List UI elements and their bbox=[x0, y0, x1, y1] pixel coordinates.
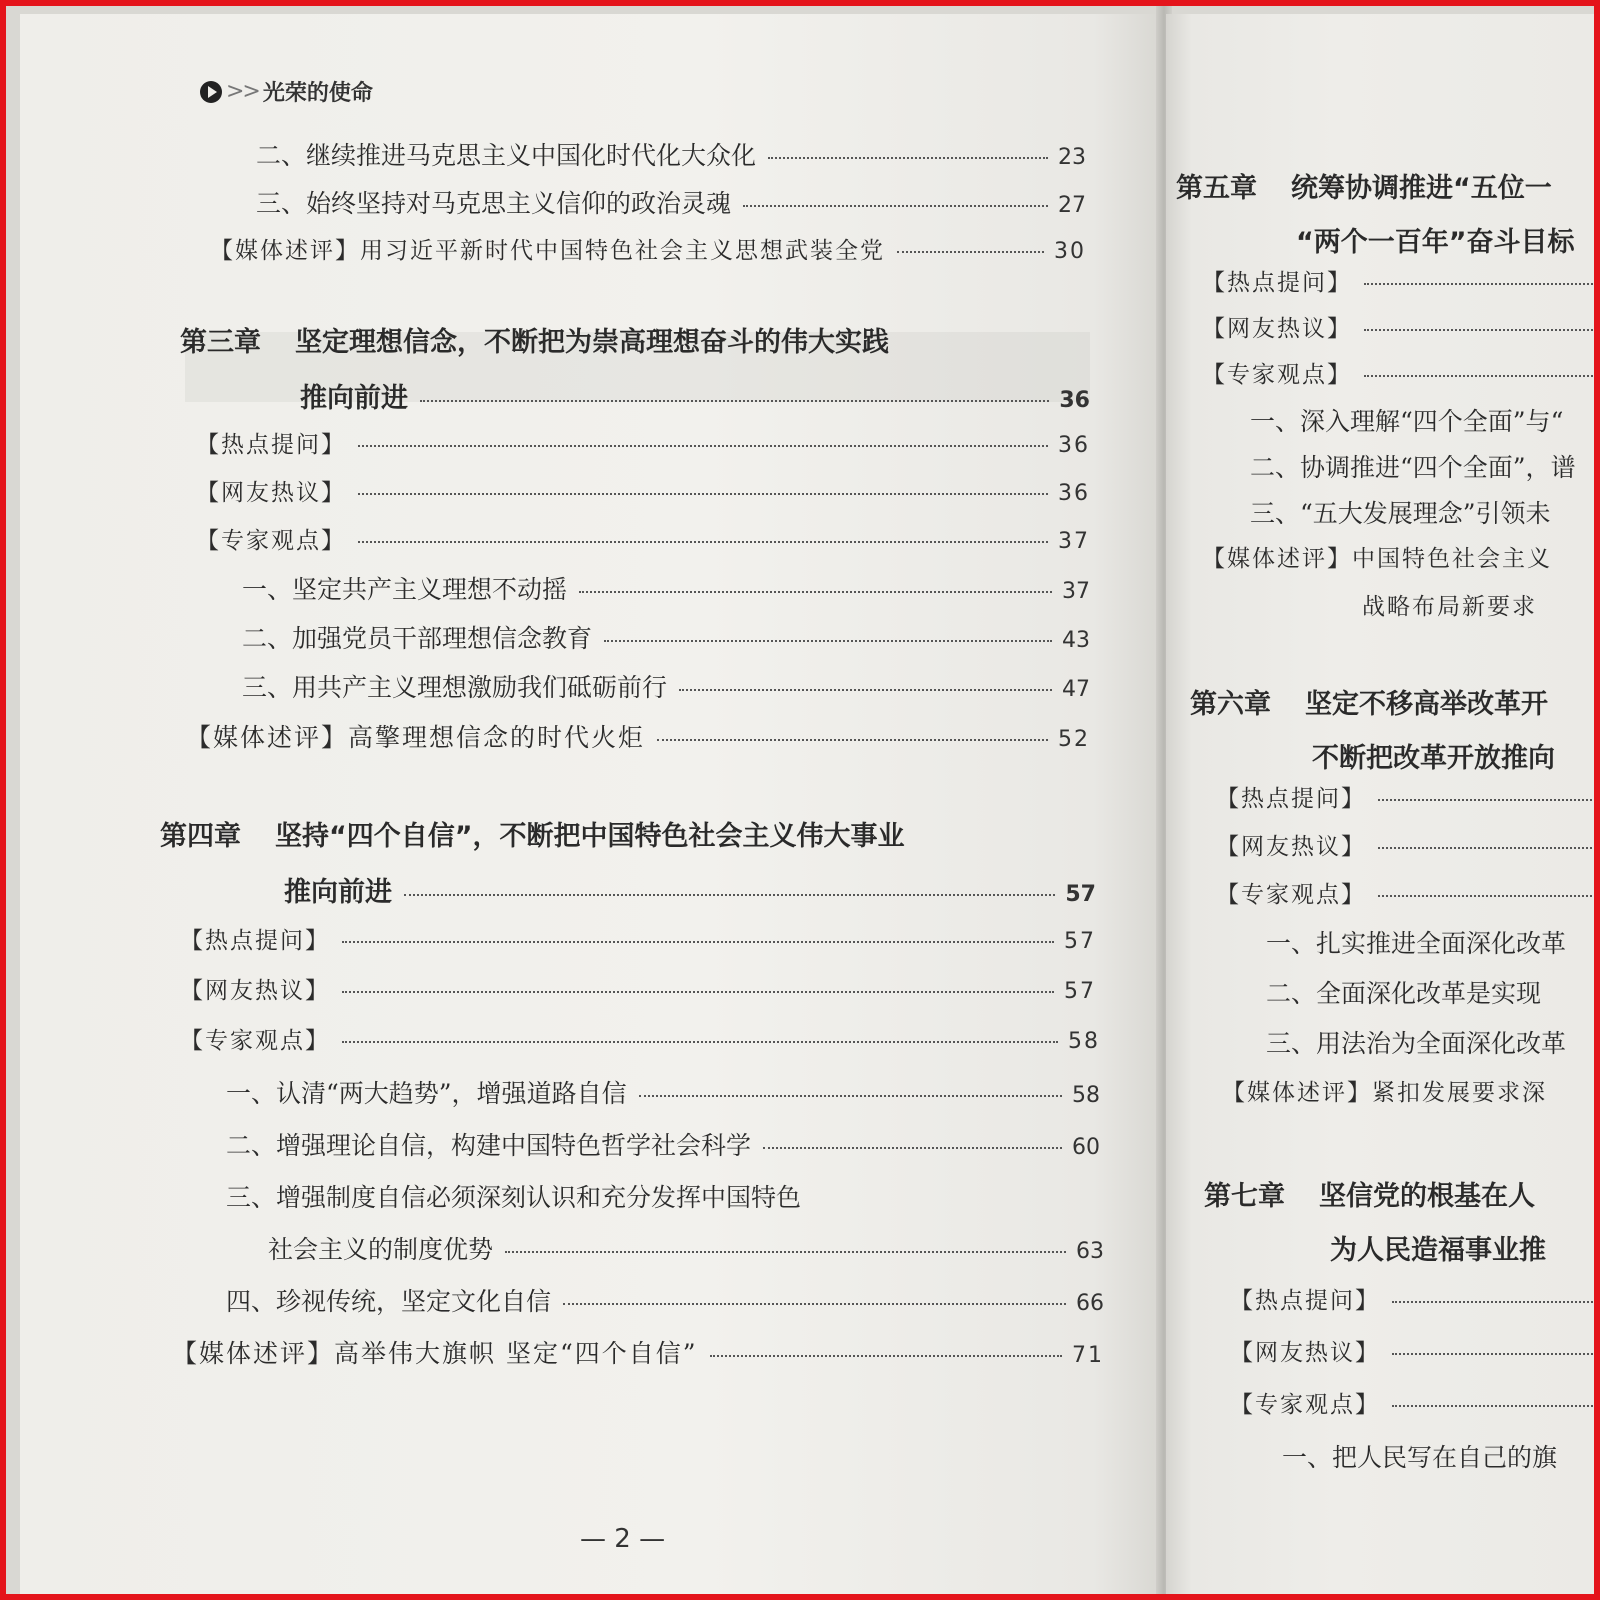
chapter-heading[interactable] bbox=[1204, 1174, 1596, 1213]
toc-entry[interactable] bbox=[1282, 1438, 1596, 1474]
chapter-title: 统筹协调推进“五位一 bbox=[1291, 173, 1552, 204]
toc-entry-text: 二、加强党员干部理想信念教育 bbox=[242, 624, 593, 653]
toc-page-number: 30 bbox=[1054, 239, 1086, 264]
toc-page-number: 47 bbox=[1062, 677, 1090, 702]
leader-dots bbox=[604, 640, 1052, 642]
toc-entry-text: 三、用共产主义理想激励我们砥砺前行 bbox=[242, 673, 668, 702]
toc-page-number: 66 bbox=[1076, 1291, 1104, 1316]
leader-dots bbox=[897, 251, 1044, 253]
toc-entry-text: 【热点提问】 bbox=[1202, 270, 1352, 296]
page-number: — 2 — bbox=[580, 1524, 666, 1554]
toc-page-number: 37 bbox=[1058, 529, 1090, 554]
toc-page-number: 27 bbox=[1058, 193, 1086, 218]
toc-entry[interactable] bbox=[1216, 876, 1596, 909]
leader-dots bbox=[342, 941, 1054, 943]
toc-page-number: 71 bbox=[1072, 1343, 1104, 1368]
toc-entry-text: 【网友热议】 bbox=[180, 978, 330, 1004]
toc-entry-text: 三、用法治为全面深化改革 bbox=[1266, 1029, 1567, 1058]
leader-dots bbox=[1392, 1353, 1596, 1355]
toc-entry-text: 三、始终坚持对马克思主义信仰的政治灵魂 bbox=[256, 189, 732, 218]
toc-entry[interactable] bbox=[242, 668, 1090, 704]
leader-dots bbox=[342, 991, 1054, 993]
toc-entry-text: 一、把人民写在自己的旗 bbox=[1282, 1443, 1558, 1472]
chapter-title-cont: 为人民造福事业推 bbox=[1330, 1235, 1546, 1266]
toc-page-number: 43 bbox=[1062, 628, 1090, 653]
toc-entry[interactable] bbox=[180, 922, 1096, 955]
toc-entry[interactable] bbox=[226, 1178, 1100, 1214]
leader-dots bbox=[639, 1095, 1062, 1097]
chapter-title: 坚信党的根基在人 bbox=[1319, 1181, 1535, 1212]
chapter-heading[interactable] bbox=[1176, 166, 1596, 205]
chapter-number: 第五章 bbox=[1176, 173, 1257, 204]
play-circle-icon bbox=[200, 81, 222, 103]
chapter-heading[interactable] bbox=[1190, 682, 1596, 721]
leader-dots bbox=[679, 689, 1052, 691]
leader-dots bbox=[358, 493, 1048, 495]
toc-entry[interactable] bbox=[1202, 264, 1596, 297]
toc-entry[interactable] bbox=[172, 1334, 1104, 1370]
right-page bbox=[1166, 14, 1596, 1594]
toc-page-number: 52 bbox=[1058, 727, 1090, 752]
chapter-title-cont: 推向前进 bbox=[284, 877, 392, 908]
toc-page-number: 57 bbox=[1064, 979, 1096, 1004]
leader-dots bbox=[768, 157, 1048, 159]
toc-page-number: 36 bbox=[1058, 433, 1090, 458]
toc-entry-text: 【专家观点】 bbox=[1216, 882, 1366, 908]
toc-page-number: 36 bbox=[1058, 481, 1090, 506]
leader-dots bbox=[657, 739, 1048, 741]
toc-entry-text: 【热点提问】 bbox=[180, 928, 330, 954]
toc-entry[interactable] bbox=[1266, 974, 1596, 1010]
leader-dots bbox=[743, 205, 1048, 207]
leader-dots bbox=[404, 894, 1055, 896]
chapter-heading-cont[interactable] bbox=[284, 870, 1096, 909]
toc-page-number: 57 bbox=[1064, 929, 1096, 954]
toc-entry-text: 【媒体述评】中国特色社会主义 bbox=[1202, 546, 1552, 572]
toc-entry-text: 四、珍视传统，坚定文化自信 bbox=[226, 1287, 552, 1316]
chapter-number: 第三章 bbox=[180, 327, 261, 358]
leader-dots bbox=[1378, 847, 1596, 849]
toc-entry[interactable] bbox=[1266, 924, 1596, 960]
toc-entry[interactable] bbox=[180, 1022, 1100, 1055]
toc-entry[interactable] bbox=[242, 619, 1090, 655]
leader-dots bbox=[1364, 329, 1596, 331]
leader-dots bbox=[563, 1303, 1066, 1305]
chapter-heading-cont[interactable] bbox=[300, 376, 1090, 415]
toc-entry-text: 【网友热议】 bbox=[1230, 1340, 1380, 1366]
toc-entry-cont[interactable] bbox=[268, 1230, 1104, 1266]
toc-entry[interactable] bbox=[210, 232, 1086, 265]
toc-entry[interactable] bbox=[256, 184, 1086, 220]
left-page bbox=[20, 14, 1162, 1594]
chapter-title: 坚定不移高举改革开 bbox=[1305, 689, 1548, 720]
toc-entry-text: 【网友热议】 bbox=[1216, 834, 1366, 860]
toc-entry-text: 【热点提问】 bbox=[1230, 1288, 1380, 1314]
chapter-title: 坚持“四个自信”，不断把中国特色社会主义伟大事业 bbox=[275, 821, 905, 852]
leader-dots bbox=[1378, 895, 1596, 897]
leader-dots bbox=[420, 400, 1049, 402]
toc-entry-text: 【热点提问】 bbox=[196, 432, 346, 458]
toc-entry[interactable] bbox=[196, 474, 1090, 507]
chapter-heading[interactable] bbox=[180, 320, 1090, 359]
toc-page-number: 37 bbox=[1062, 579, 1090, 604]
leader-dots bbox=[358, 541, 1048, 543]
toc-entry-text: 一、深入理解“四个全面”与“ bbox=[1250, 407, 1564, 436]
leader-dots bbox=[1392, 1405, 1596, 1407]
chapter-heading-cont[interactable] bbox=[1330, 1228, 1596, 1267]
toc-entry[interactable] bbox=[1230, 1386, 1596, 1419]
toc-entry-text: 【专家观点】 bbox=[1230, 1392, 1380, 1418]
leader-dots bbox=[710, 1355, 1062, 1357]
leader-dots bbox=[579, 591, 1052, 593]
toc-page-number: 36 bbox=[1059, 388, 1090, 413]
toc-entry[interactable] bbox=[256, 136, 1086, 172]
toc-entry-text: 三、“五大发展理念”引领未 bbox=[1250, 499, 1551, 528]
toc-entry-text: 【网友热议】 bbox=[1202, 316, 1352, 342]
toc-entry-text: 一、坚定共产主义理想不动摇 bbox=[242, 575, 568, 604]
toc-entry[interactable] bbox=[1230, 1334, 1596, 1367]
toc-entry-text: 二、协调推进“四个全面”，谱 bbox=[1250, 453, 1576, 482]
toc-entry-text: 【媒体述评】高举伟大旗帜 坚定“四个自信” bbox=[172, 1339, 698, 1368]
toc-entry[interactable] bbox=[1250, 402, 1596, 438]
toc-entry[interactable] bbox=[1250, 494, 1596, 530]
toc-entry[interactable] bbox=[242, 570, 1090, 606]
toc-entry-text: 【媒体述评】高擎理想信念的时代火炬 bbox=[186, 723, 646, 752]
toc-entry[interactable] bbox=[196, 426, 1090, 459]
toc-entry[interactable] bbox=[1202, 356, 1596, 389]
leader-dots bbox=[1392, 1301, 1596, 1303]
toc-page-number: 60 bbox=[1072, 1135, 1100, 1160]
chapter-heading-cont[interactable] bbox=[1312, 736, 1596, 775]
chapter-number: 第七章 bbox=[1204, 1181, 1285, 1212]
toc-entry-text: 【网友热议】 bbox=[196, 480, 346, 506]
toc-page-number: 63 bbox=[1076, 1239, 1104, 1264]
chapter-number: 第六章 bbox=[1190, 689, 1271, 720]
toc-entry[interactable] bbox=[180, 972, 1096, 1005]
leader-dots bbox=[1364, 375, 1596, 377]
leader-dots bbox=[763, 1147, 1062, 1149]
toc-entry[interactable] bbox=[1216, 828, 1596, 861]
toc-entry-text: 战略布局新要求 bbox=[1362, 594, 1537, 620]
chapter-title-cont: 不断把改革开放推向 bbox=[1312, 743, 1555, 774]
toc-entry-text: 三、增强制度自信必须深刻认识和充分发挥中国特色 bbox=[226, 1183, 802, 1212]
toc-page-number: 57 bbox=[1065, 882, 1096, 907]
toc-page-number: 58 bbox=[1072, 1083, 1100, 1108]
toc-entry-text: 【媒体述评】用习近平新时代中国特色社会主义思想武装全党 bbox=[210, 238, 885, 264]
toc-entry[interactable] bbox=[1202, 540, 1596, 573]
chapter-heading-cont[interactable] bbox=[1296, 220, 1596, 259]
toc-entry[interactable] bbox=[226, 1126, 1100, 1162]
toc-page-number: 23 bbox=[1058, 145, 1086, 170]
chapter-title-cont: 推向前进 bbox=[300, 383, 408, 414]
leader-dots bbox=[358, 445, 1048, 447]
chapter-title: 坚定理想信念，不断把为崇高理想奋斗的伟大实践 bbox=[295, 327, 889, 358]
toc-entry[interactable] bbox=[1250, 448, 1596, 484]
toc-entry[interactable] bbox=[196, 522, 1090, 555]
toc-entry-cont[interactable] bbox=[1362, 588, 1596, 621]
chapter-title-cont: “两个一百年”奋斗目标 bbox=[1296, 227, 1575, 258]
toc-entry[interactable] bbox=[186, 718, 1090, 754]
toc-entry-text: 【热点提问】 bbox=[1216, 786, 1366, 812]
chapter-number: 第四章 bbox=[160, 821, 241, 852]
running-header bbox=[200, 76, 373, 107]
toc-entry[interactable] bbox=[1266, 1024, 1596, 1060]
toc-entry-text: 二、继续推进马克思主义中国化时代化大众化 bbox=[256, 141, 757, 170]
toc-entry[interactable] bbox=[1230, 1282, 1596, 1315]
toc-entry[interactable] bbox=[226, 1074, 1100, 1110]
toc-entry-text: 一、认清“两大趋势”，增强道路自信 bbox=[226, 1079, 627, 1108]
toc-entry[interactable] bbox=[226, 1282, 1104, 1318]
chapter-heading[interactable] bbox=[160, 814, 1090, 853]
toc-entry-text: 【专家观点】 bbox=[196, 528, 346, 554]
header-title: 光荣的使命 bbox=[262, 81, 373, 106]
leader-dots bbox=[505, 1251, 1066, 1253]
double-chevron-icon: >> bbox=[226, 79, 259, 104]
toc-entry[interactable] bbox=[1222, 1074, 1596, 1107]
toc-entry-text: 【专家观点】 bbox=[1202, 362, 1352, 388]
leader-dots bbox=[342, 1041, 1058, 1043]
toc-entry-text: 二、增强理论自信，构建中国特色哲学社会科学 bbox=[226, 1131, 752, 1160]
toc-entry[interactable] bbox=[1216, 780, 1596, 813]
toc-entry-text: 一、扎实推进全面深化改革 bbox=[1266, 929, 1567, 958]
toc-entry-text: 【专家观点】 bbox=[180, 1028, 330, 1054]
leader-dots bbox=[1378, 799, 1596, 801]
toc-entry-text: 二、全面深化改革是实现 bbox=[1266, 979, 1542, 1008]
toc-entry-text: 【媒体述评】紧扣发展要求深 bbox=[1222, 1080, 1547, 1106]
leader-dots bbox=[1364, 283, 1596, 285]
toc-page-number: 58 bbox=[1068, 1029, 1100, 1054]
toc-entry-text: 社会主义的制度优势 bbox=[268, 1235, 494, 1264]
toc-entry[interactable] bbox=[1202, 310, 1596, 343]
